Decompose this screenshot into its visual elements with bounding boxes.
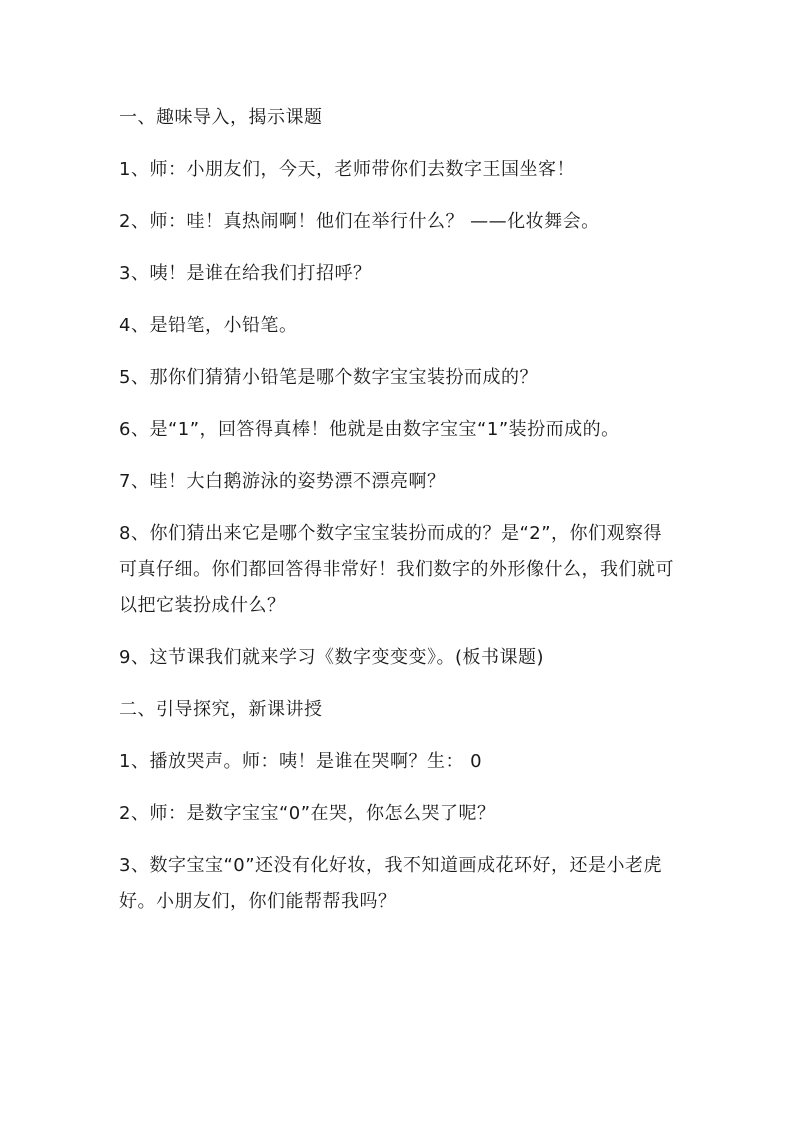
paragraph-8: 8、你们猜出来它是哪个数字宝宝装扮而成的？是“2”，你们观察得可真仔细。你们都回答得非常好！我们数字的外形像什么，我们就可以把它装扮成什么？ [119, 523, 674, 616]
paragraph-9: 9、这节课我们就来学习《数字变变变》。(板书课题) [119, 647, 544, 668]
paragraph-4: 4、是铅笔，小铅笔。 [119, 315, 298, 336]
paragraph-12: 3、数字宝宝“0”还没有化好妆，我不知道画成花环好，还是小老虎好。小朋友们，你们能帮帮我吗？ [119, 855, 663, 912]
paragraph-5: 5、那你们猜猜小铅笔是哪个数字宝宝装扮而成的？ [119, 367, 538, 388]
paragraph-6: 6、是“1”，回答得真棒！他就是由数字宝宝“1”装扮而成的。 [119, 419, 620, 440]
paragraph-3: 3、咦！是谁在给我们打招呼？ [119, 263, 372, 284]
paragraph-11: 2、师：是数字宝宝“0”在哭，你怎么哭了呢？ [119, 803, 496, 824]
section-heading-2: 二、引导探究，新课讲授 [119, 699, 323, 720]
paragraph-7: 7、哇！大白鹅游泳的姿势漂不漂亮啊？ [119, 471, 446, 492]
section-heading-1: 一、趣味导入，揭示课题 [119, 107, 323, 128]
paragraph-1: 1、师：小朋友们，今天，老师带你们去数字王国坐客！ [119, 159, 575, 180]
document-page [119, 100, 679, 920]
paragraph-10: 1、播放哭声。师：咦！是谁在哭啊？生： 0 [119, 751, 483, 772]
paragraph-2: 2、师：哇！真热闹啊！他们在举行什么？ ——化妆舞会。 [119, 211, 600, 232]
